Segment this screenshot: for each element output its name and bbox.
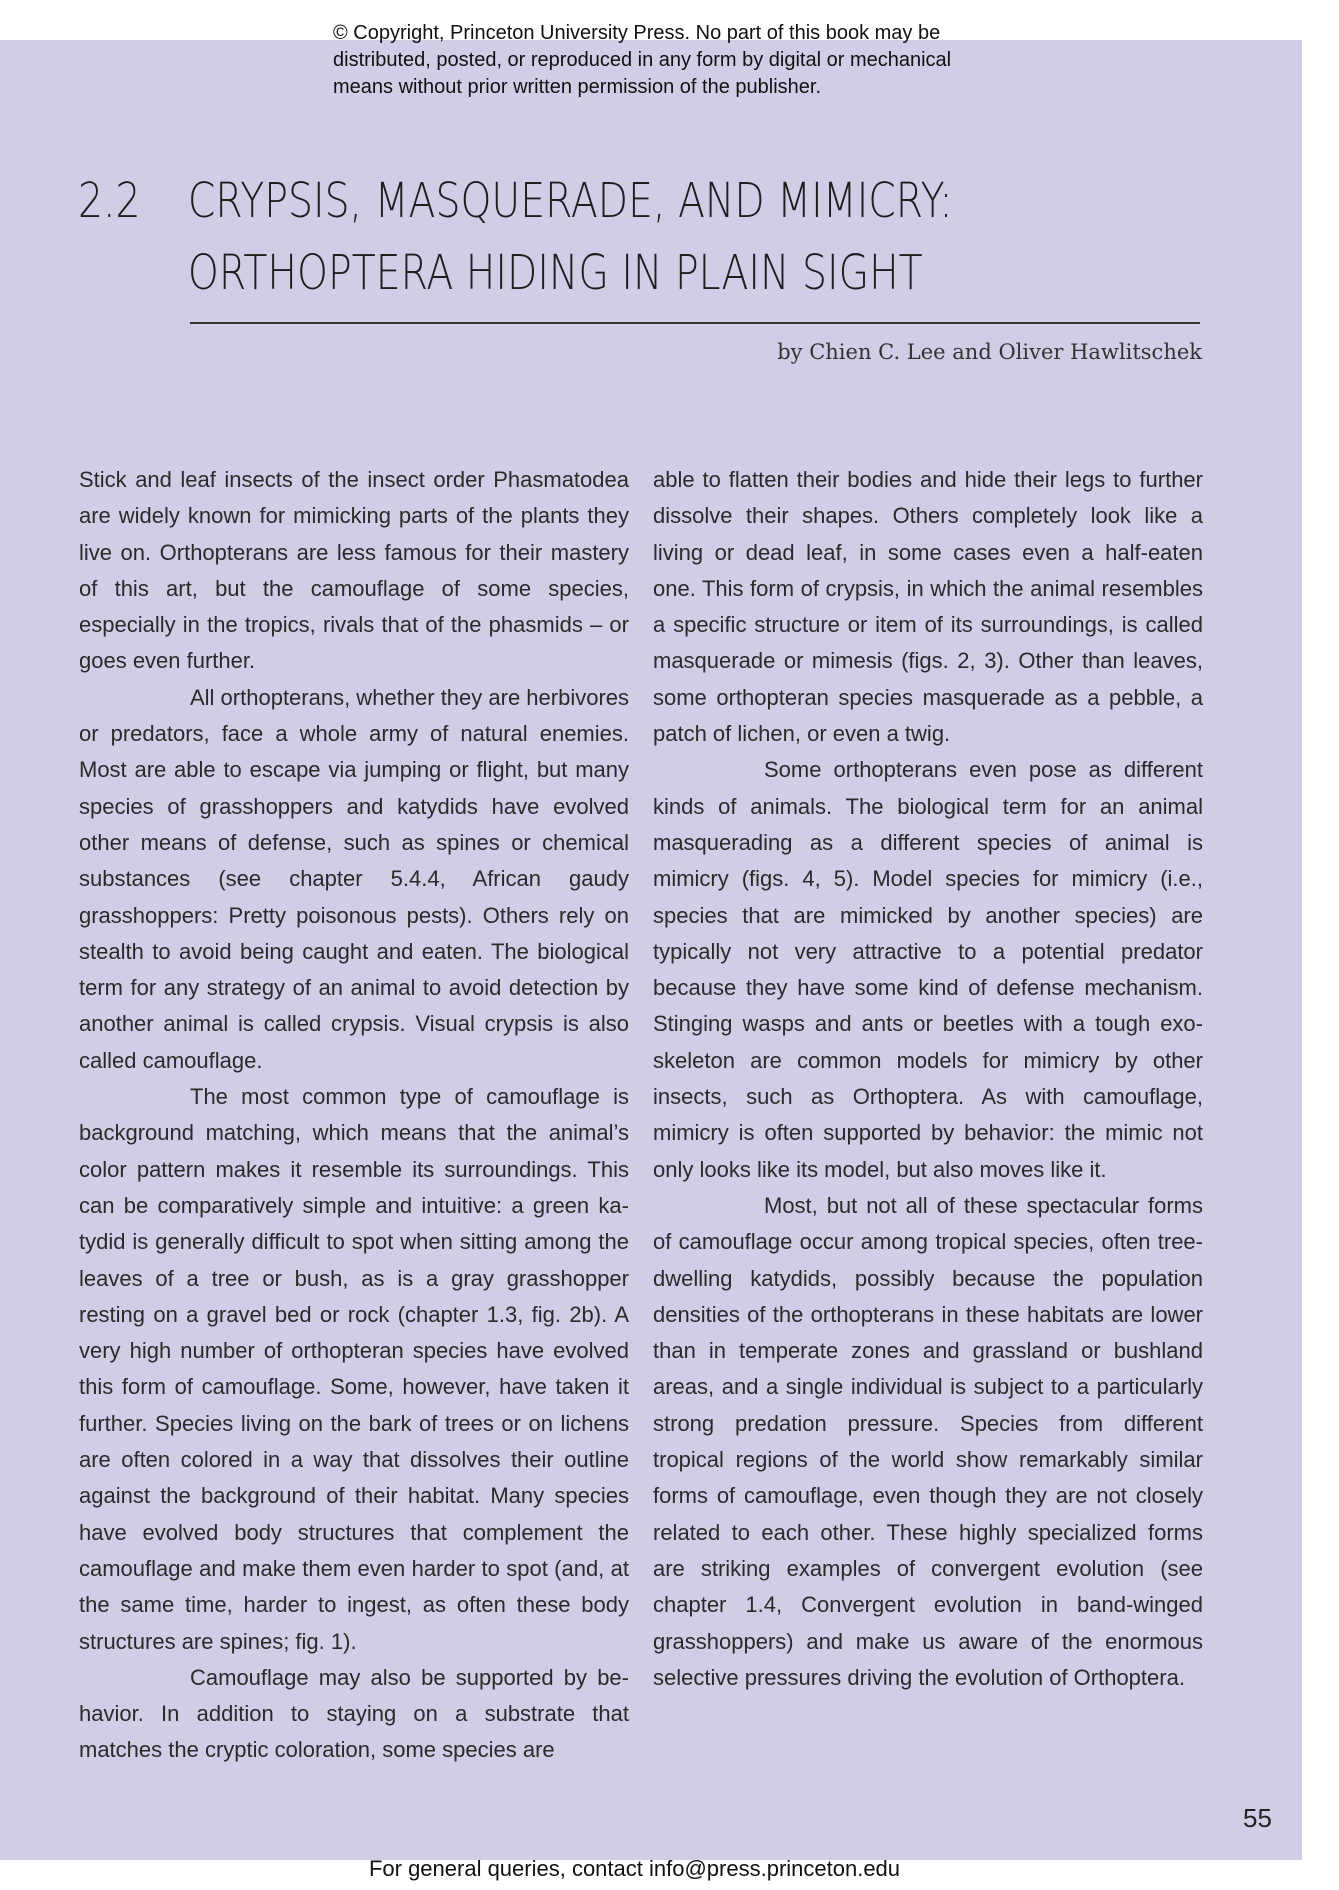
section-number: 2.2 — [78, 173, 141, 229]
paragraph: All orthopterans, whether they are herbivores or predators, face a whole army of natural enemies. Most are able to escape via jumping or flight, but many species of grasshoppers and katydids have evolved other means of defense, such as spines or chemical substances (see chapter 5.4.4, African gaudy grasshoppers: Pretty poisonous pests). Others rely on stealth to avoid being caught and eaten. The biological term for any strategy of an animal to avoid detection by another animal is called crypsis. Visual crypsis is also called camouflage. — [79, 684, 630, 1073]
text-column-left — [79, 462, 629, 1769]
footer-contact: For general queries, contact info@press.princeton.edu — [368, 1856, 901, 1881]
section-title — [188, 165, 1005, 309]
copyright-line-2: distributed, posted, or reproduced in any form by digital or mechanical — [333, 49, 952, 71]
section-title-line-2: ORTHOPTERA HIDING IN PLAIN SIGHT — [187, 245, 923, 301]
paragraph: Most, but not all of these spectacular forms of camouflage occur among tropical species, often tree-dwelling katydids, possibly because the population densities of the orthopterans in these habitats are lower than in temperate zones and grassland or bushland areas, and a single individual is subject to a particularly strong predation pressure. Species from different tropical regions of the world show remarkably similar forms of camouflage, even though they are not closely related to each other. These highly specialized forms are striking examples of convergent evolution (see chapter 1.4, Convergent evolution in band-winged grasshoppers) and make us aware of the enormous selective pressures driving the evolution of Orthoptera. — [653, 1192, 1203, 1690]
title-divider — [190, 322, 1200, 324]
byline: by Chien C. Lee and Oliver Hawlitschek — [777, 340, 1202, 364]
copyright-line-3: means without prior written permission of the publisher. — [333, 76, 822, 98]
section-title-line-1: CRYPSIS, MASQUERADE, AND MIMICRY: — [187, 173, 953, 229]
text-column-right — [653, 462, 1203, 1696]
paragraph: Stick and leaf insects of the insect order Phasmatodea are widely known for mimicking parts of the plants they live on. Orthopterans are less famous for their mastery of this art, but the camouflage of some species, especially in the tropics, rivals that of the phasmids – or goes even further. — [79, 467, 629, 674]
paragraph: The most common type of camouflage is background matching, which means that the animal’s color pattern makes it resemble its surroundings. This can be comparatively simple and intuitive: a green katydid is generally difficult to spot when sitting among the leaves of a tree or bush, as is a gray grasshopper resting on a gravel bed or rock (chapter 1.3, fig. 2b). A very high number of orthopteran species have evolved this form of camouflage. Some, however, have taken it further. Species living on the bark of trees or on lichens are often colored in a way that dissolves their outline against the background of their habitat. Many species have evolved body structures that complement the camouflage and make them even harder to spot (and, at the same time, harder to ingest, as often these body structures are spines; fig. 1). — [79, 1084, 629, 1654]
copyright-notice — [333, 20, 1093, 101]
paragraph: Camouflage may also be supported by behavior. In addition to staying on a substrate that matches the cryptic coloration, some species are — [79, 1664, 629, 1763]
copyright-line-1: © Copyright, Princeton University Press. No part of this book may be — [333, 22, 941, 44]
page-number: 55 — [1243, 1803, 1272, 1833]
paragraph: able to flatten their bodies and hide their legs to further dissolve their shapes. Others completely look like a living or dead leaf, in some cases even a half-eaten one. This form of crypsis, in which the animal resembles a specific structure or item of its surroundings, is called masquerade or mimesis (figs. 2, 3). Other than leaves, some orthopteran species masquerade as a pebble, a patch of lichen, or even a twig. — [653, 467, 1203, 747]
chapter-heading — [78, 165, 1005, 309]
paragraph: Some orthopterans even pose as different kinds of animals. The biological term for an animal masquerading as a different species of animal is mimicry (figs. 4, 5). Model species for mimicry (i.e., species that are mimicked by another species) are typically not very attractive to a potential predator because they have some kind of defense mechanism. Stinging wasps and ants or beetles with a tough exoskeleton are common models for mimicry by other insects, such as Orthoptera. As with camouflage, mimicry is often supported by behavior: the mimic not only looks like its model, but also moves like it. — [653, 757, 1203, 1182]
